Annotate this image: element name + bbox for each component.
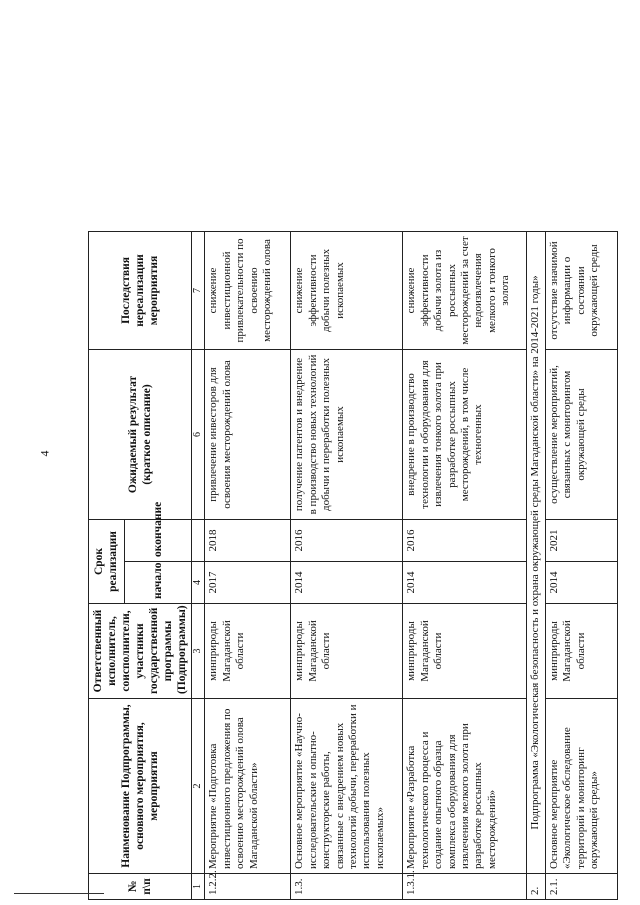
row-end: 2018 bbox=[205, 519, 291, 561]
header-consequence: Последствия нереализации мероприятия bbox=[89, 231, 192, 349]
row-num: 1.3. bbox=[291, 874, 403, 900]
header-executor: Ответственный исполнитель, соисполнители, участники государственной программы (Подпрограммы) bbox=[89, 604, 192, 699]
row-name: Основное мероприятие «Научно-исследовательские и опытно-конструкторские работы, связанные с внедрением новых технологий добычи, переработки и использования полезных ископаемых» bbox=[291, 699, 403, 874]
row-num: 1.3.1. bbox=[403, 874, 527, 900]
row-result: внедрение в производство технологии и оборудования для извлечения тонкого золота при разработке россыпных месторождений, в том числе техногенных bbox=[403, 349, 527, 519]
row-spacer bbox=[403, 15, 527, 231]
row-name: Мероприятие «Разработка технологического процесса и создание опытного образца комплекса оборудования для извлечения мелкого золота при разработке россыпных месторождений» bbox=[403, 699, 527, 874]
row-num: 2.1. bbox=[545, 874, 617, 900]
column-number: 7 bbox=[192, 231, 205, 349]
row-spacer bbox=[205, 15, 291, 231]
column-number: 1 bbox=[192, 874, 205, 900]
column-number-spacer bbox=[192, 15, 205, 231]
row-start: 2014 bbox=[403, 562, 527, 604]
table-row bbox=[545, 15, 617, 900]
row-result: осуществление мероприятий, связанных с мониторингом окружающей среды bbox=[545, 349, 617, 519]
column-number: 3 bbox=[192, 604, 205, 699]
document-page bbox=[88, 15, 618, 900]
row-consequence: отсутствие значимой информации о состоянии окружающей среды bbox=[545, 231, 617, 349]
column-number: 6 bbox=[192, 349, 205, 519]
row-end: 2016 bbox=[403, 519, 527, 561]
row-executor: минприроды Магаданской области bbox=[291, 604, 403, 699]
section-row bbox=[527, 15, 545, 900]
row-end: 2016 bbox=[291, 519, 403, 561]
header-result: Ожидаемый результат (краткое описание) bbox=[89, 349, 192, 519]
page-number: 4 bbox=[37, 450, 52, 457]
header-num: № п\п bbox=[89, 874, 192, 900]
section-num: 2. bbox=[527, 874, 545, 900]
row-num: 1.2.2. bbox=[205, 874, 291, 900]
row-start: 2017 bbox=[205, 562, 291, 604]
row-start: 2014 bbox=[545, 562, 617, 604]
table-row bbox=[291, 15, 403, 900]
section-spacer bbox=[527, 15, 545, 231]
row-executor: минприроды Магаданской области bbox=[403, 604, 527, 699]
row-end: 2021 bbox=[545, 519, 617, 561]
table-row bbox=[403, 15, 527, 900]
row-executor: минприроды Магаданской области bbox=[205, 604, 291, 699]
row-result: получение патентов и внедрение в производство новых технологий добычи и переработки полезных ископаемых bbox=[291, 349, 403, 519]
column-number: 4 bbox=[192, 562, 205, 604]
program-measures-table bbox=[88, 15, 618, 900]
header-term: Срок реализации bbox=[89, 519, 125, 603]
header-start: начало bbox=[124, 562, 191, 604]
section-title: Подпрограмма «Экологическая безопасность и охрана окружающей среды Магаданской области» на 2014-2021 годы» bbox=[527, 231, 545, 873]
header-name: Наименование Подпрограммы, основного мероприятия, мероприятия bbox=[89, 699, 192, 874]
table-row bbox=[205, 15, 291, 900]
row-executor: минприроды Магаданской области bbox=[545, 604, 617, 699]
column-number: 2 bbox=[192, 699, 205, 874]
rotated-table-wrapper bbox=[88, 15, 618, 900]
footnote-rule bbox=[14, 893, 104, 894]
row-spacer bbox=[545, 15, 617, 231]
header-row bbox=[89, 15, 125, 900]
row-consequence: снижение инвестиционной привлекательности по освоению месторождений олова bbox=[205, 231, 291, 349]
row-consequence: снижение эффективности добычи золота из россыпных месторождений за счет недоизвлечения мелкого и тонкого золота bbox=[403, 231, 527, 349]
row-start: 2014 bbox=[291, 562, 403, 604]
header-end: окончание bbox=[124, 519, 191, 561]
header-spacer bbox=[89, 15, 192, 231]
row-consequence: снижение эффективности добычи полезных ископаемых bbox=[291, 231, 403, 349]
column-number-row bbox=[192, 15, 205, 900]
row-name: Основное мероприятие «Экологическое обследование территорий и мониторинг окружающей среды» bbox=[545, 699, 617, 874]
row-name: Мероприятие «Подготовка инвестиционного предложения по освоению месторождений олова Магаданской области» bbox=[205, 699, 291, 874]
row-result: привлечение инвесторов для освоения месторождений олова bbox=[205, 349, 291, 519]
row-spacer bbox=[291, 15, 403, 231]
column-number bbox=[192, 519, 205, 561]
